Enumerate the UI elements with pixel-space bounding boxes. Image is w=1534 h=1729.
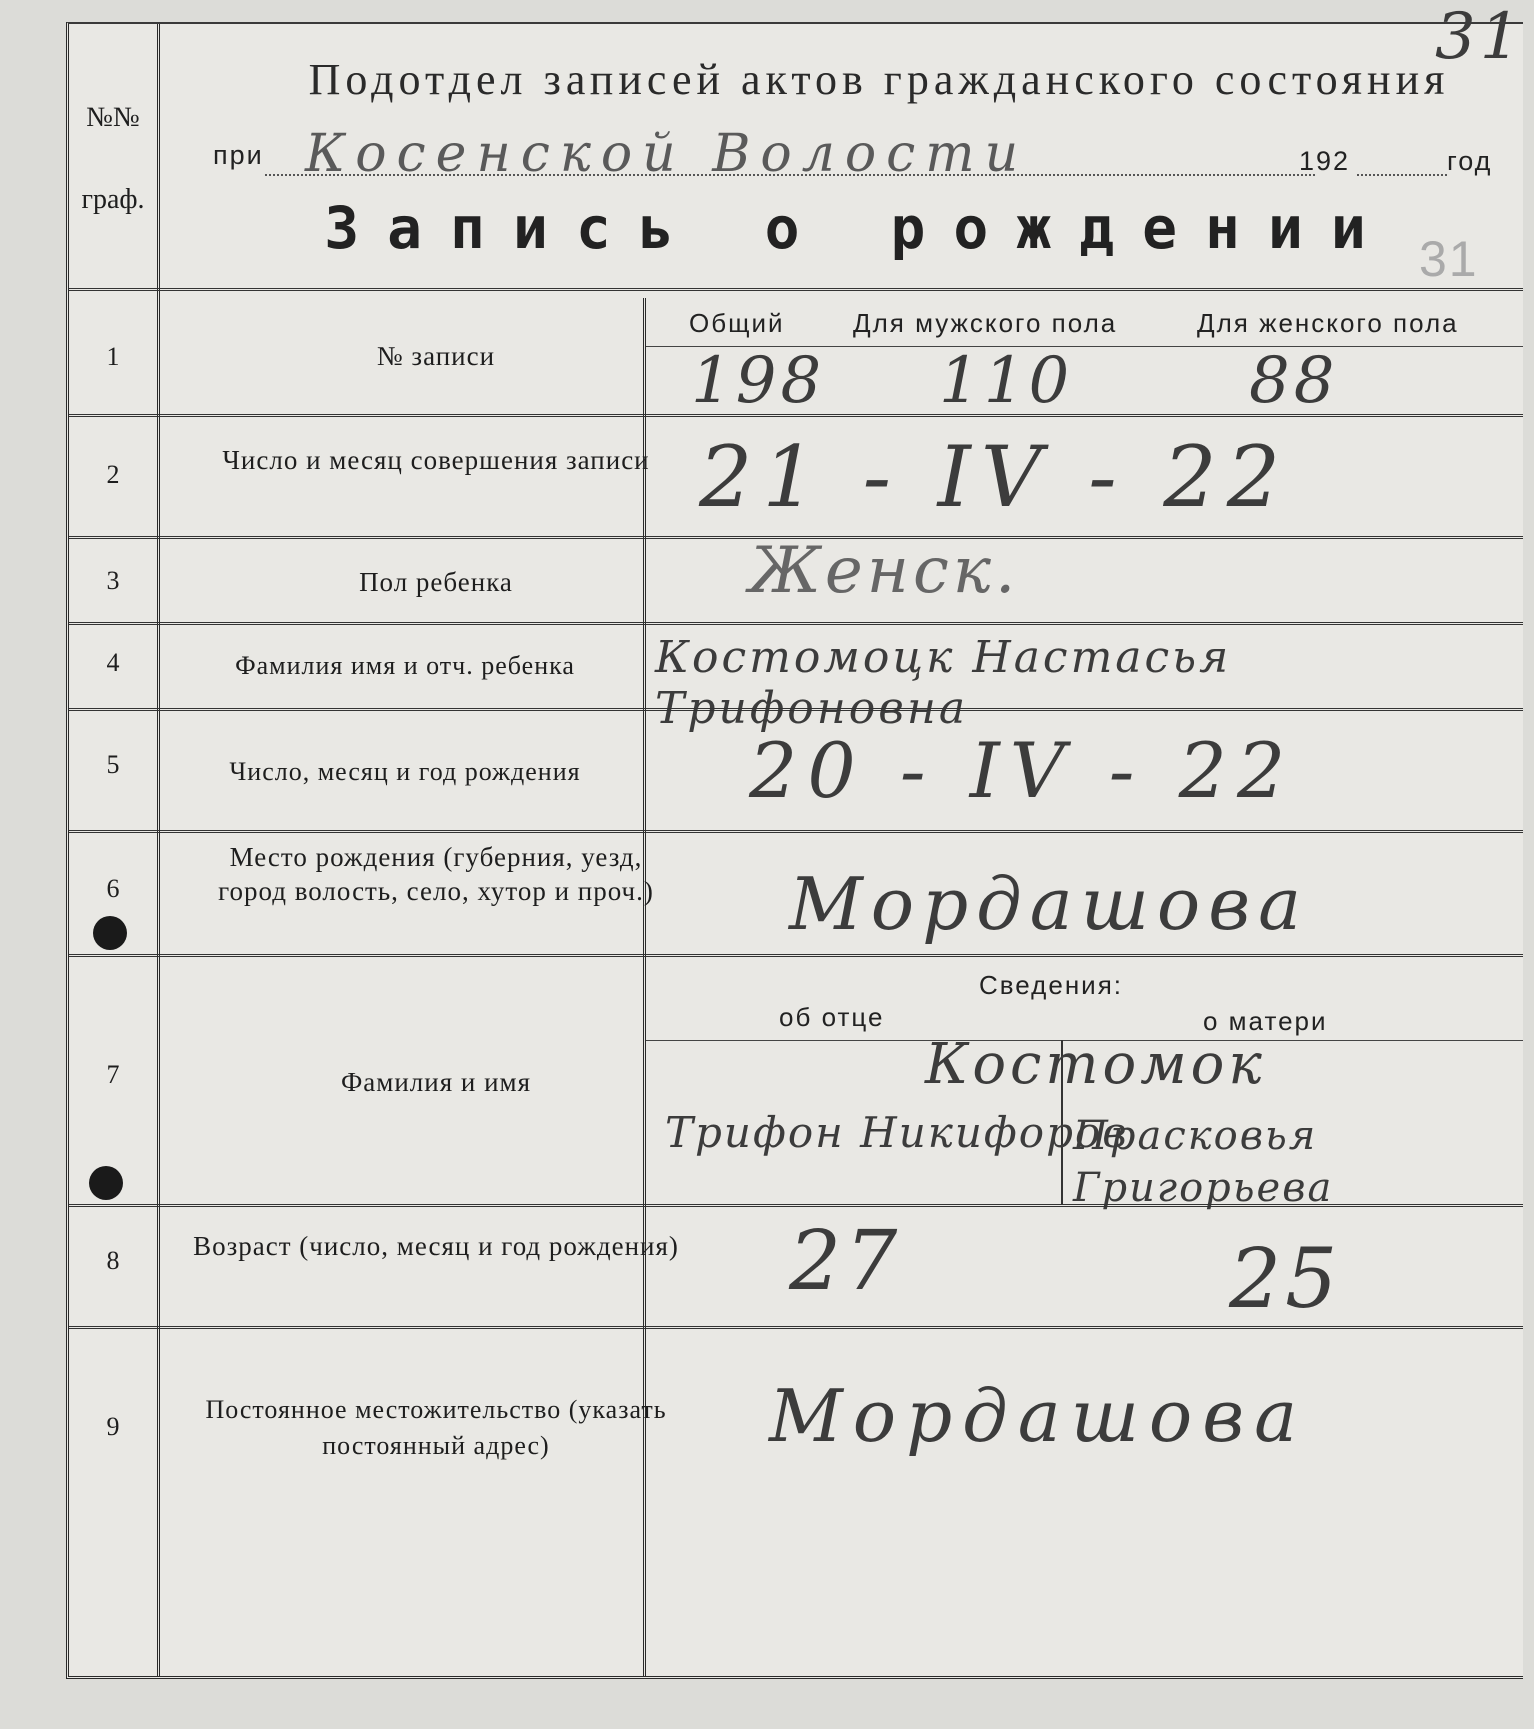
row-3-label: Пол ребенка: [359, 567, 513, 597]
father-header: об отце: [779, 1002, 885, 1032]
row-5-label: Число, месяц и год рождения: [229, 757, 581, 786]
row-1-label: № записи: [376, 341, 496, 371]
row-1-bottom: [69, 414, 1523, 417]
form-title: Подотдел записей актов гражданского состояния: [308, 55, 1450, 104]
row-3-number: 3: [106, 566, 120, 595]
year-underline: [1357, 174, 1447, 176]
column-divider-numbers: [157, 24, 160, 1676]
row-6-label: Место рождения (губерния, уезд, город волость, село, хутор и проч.): [218, 842, 654, 906]
row-5-bottom: [69, 830, 1523, 833]
family-surname: Костомок: [925, 1032, 1266, 1097]
corner-number: 31: [1435, 0, 1525, 74]
child-sex: Женск.: [749, 534, 1020, 608]
row-9-label: Постоянное местожительство (указать постоянный адрес): [205, 1395, 667, 1460]
row-4-number: 4: [106, 648, 120, 677]
row-6-bottom: [69, 954, 1523, 957]
father-name: Трифон Никифоров: [665, 1108, 1129, 1157]
record-number-female: 88: [1249, 344, 1339, 418]
pri-label: при: [213, 140, 264, 170]
record-date: 21 - IV - 22: [699, 428, 1291, 526]
child-full-name: Костомоцк Настасья Трифоновна: [655, 632, 1232, 734]
mother-header: о матери: [1203, 1006, 1328, 1036]
header-bottom-line: [69, 288, 1523, 291]
record-number-general: 198: [691, 344, 826, 418]
father-age: 27: [789, 1214, 902, 1309]
row-9-number: 9: [106, 1412, 120, 1441]
residence: Мордашова: [769, 1374, 1308, 1458]
record-number-male: 110: [939, 344, 1074, 418]
row-1-number: 1: [106, 342, 120, 371]
record-col-male: Для мужского пола: [853, 308, 1118, 338]
punch-hole-bottom: [89, 1166, 123, 1200]
column-label-numbers-bottom: граф.: [81, 184, 145, 215]
punch-hole-top: [93, 916, 127, 950]
form-subtitle: Запись о рождении: [324, 194, 1394, 262]
record-col-female: Для женского пола: [1197, 308, 1459, 338]
year-prefix: 192: [1299, 146, 1351, 176]
info-header: Сведения:: [979, 970, 1124, 1000]
row-6-number: 6: [106, 874, 120, 903]
birth-date: 20 - IV - 22: [749, 726, 1296, 815]
record-col-general: Общий: [689, 308, 785, 338]
mother-age: 25: [1229, 1232, 1342, 1327]
year-suffix: год: [1447, 146, 1493, 176]
row-8-label: Возраст (число, месяц и год рождения): [193, 1231, 679, 1261]
row-2-number: 2: [106, 460, 120, 489]
row-3-bottom: [69, 622, 1523, 625]
row-7-number: 7: [106, 1060, 120, 1089]
row-5-number: 5: [106, 750, 120, 779]
row-7-bottom: [69, 1204, 1523, 1207]
column-label-numbers-top: №№: [86, 102, 140, 133]
birth-place: Мордашова: [789, 862, 1310, 946]
row-7-label: Фамилия и имя: [340, 1067, 532, 1097]
pri-value: Косенской Волости: [305, 124, 1029, 184]
printed-number: 31: [1419, 231, 1479, 287]
row-4-bottom: [69, 708, 1523, 711]
row-8-number: 8: [106, 1246, 120, 1275]
mother-name: Прасковья Григорьева: [1073, 1113, 1334, 1211]
row-8-bottom: [69, 1326, 1523, 1329]
column-divider-labels: [643, 298, 646, 1676]
birth-record-form: [66, 0, 1525, 1679]
row-4-label: Фамилия имя и отч. ребенка: [235, 651, 575, 680]
row-2-label: Число и месяц совершения записи: [222, 445, 650, 475]
